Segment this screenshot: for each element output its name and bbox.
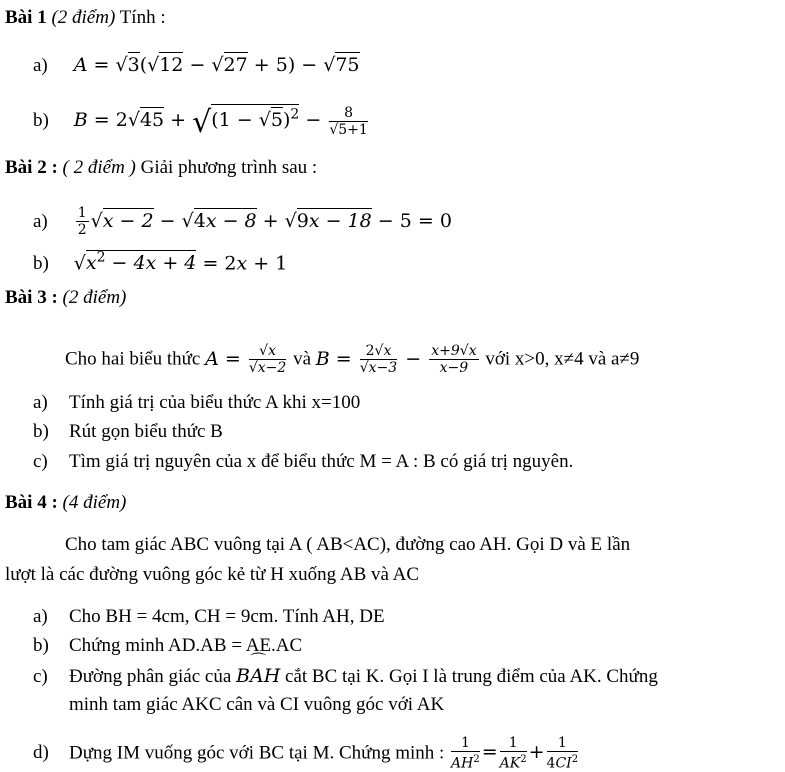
bai3-item-c-label: c) — [33, 451, 48, 472]
bai4-d-formula: $\frac{1}{AH^2}$ = $\frac{1}{AK^2}$ + $\frac{1}{4CI^2}$ — [451, 735, 579, 772]
bai2-b — [33, 247, 287, 275]
bai4-score: (4 điểm) — [57, 492, 127, 513]
bai2-a — [33, 205, 452, 238]
bai3-item-a-label: a) — [33, 392, 48, 413]
bai4-item-a-label: a) — [33, 606, 48, 627]
bai3-item-b-text: Rút gọn biểu thức B — [69, 421, 223, 442]
bai1-title: Bài 1 — [5, 7, 47, 28]
bai3-and: và — [293, 348, 311, 370]
bai3-title: Bài 3 : — [5, 287, 58, 308]
bai3-intro — [65, 343, 639, 376]
bai4-item-b-label: b) — [33, 635, 49, 656]
bai3-item-b — [33, 421, 223, 443]
bai4-item-d-text: Dựng IM vuống góc với BC tại M. Chứng minh : — [69, 742, 445, 764]
bai1-b — [33, 104, 370, 141]
bai4-intro-line2: lượt là các đường vuông góc kẻ từ H xuống AB và AC — [5, 564, 420, 585]
bai4-angle-bah: ⌒ BAH — [236, 651, 281, 687]
bai4-item-b-text: Chứng minh AD.AB = AE.AC — [69, 635, 303, 656]
bai3-item-c-text: Tìm giá trị nguyên của x để biểu thức M = A : B có giá trị nguyên. — [69, 451, 574, 472]
bai1-b-formula: $B = 2√45 + √(1 - √5)^2$ − $\frac{8}{√5+1}$ — [73, 104, 368, 141]
bai4-item-c-text2: cắt BC tại K. Gọi I là trung điểm của AK. Chứng — [285, 666, 658, 687]
bai4-item-d-label: d) — [33, 742, 49, 764]
bai3-item-a-text: Tính giá trị của biểu thức A khi x=100 — [69, 392, 361, 413]
bai2-score: ( 2 điểm ) — [57, 157, 136, 178]
bai4-item-c-text1: Đường phân giác của — [69, 666, 232, 687]
bai3-formula-b: B = $\frac{2√x}{√x-3}$ − $\frac{x+9√x}{x-9}$ — [315, 343, 477, 376]
bai3-item-b-label: b) — [33, 421, 49, 442]
bai3-item-c — [33, 451, 573, 473]
bai3-item-a — [33, 392, 360, 414]
bai2-task: Giải phương trình sau : — [135, 157, 318, 178]
bai2-title: Bài 2 : — [5, 157, 58, 178]
bai1-a — [33, 54, 360, 77]
bai3-heading — [5, 287, 126, 309]
bai2-b-formula: $√x^2 - 4x + 4 = 2x + 1$ — [73, 250, 288, 275]
bai1-b-label: b) — [33, 110, 49, 132]
bai4-item-c-cont: minh tam giác AKC cân và CI vuông góc với AK — [69, 694, 445, 715]
bai2-a-formula: $\frac{1}{2}$ √x − 2 − √4x − 8 + √9x − 18 − 5 = 0 — [77, 205, 452, 238]
bai1-heading — [5, 7, 166, 29]
bai4-item-a — [33, 606, 385, 628]
bai4-item-c — [33, 651, 658, 688]
bai3-condition: với x>0, x≠4 và a≠9 — [485, 348, 640, 370]
bai4-item-d — [33, 735, 580, 772]
bai2-a-label: a) — [33, 210, 48, 232]
bai3-formula-a: A = $\frac{√x}{√x-2}$ — [205, 343, 287, 376]
bai3-intro-text: Cho hai biểu thức — [65, 348, 201, 370]
bai4-heading — [5, 492, 126, 514]
bai4-item-a-text: Cho BH = 4cm, CH = 9cm. Tính AH, DE — [69, 606, 385, 627]
bai1-task: Tính : — [115, 7, 166, 28]
bai1-a-formula: A = √3(√12 − √27 + 5) − √75 — [73, 54, 360, 76]
bai2-heading — [5, 157, 317, 179]
bai1-a-label: a) — [33, 55, 48, 76]
bai3-score: (2 điểm) — [57, 287, 127, 308]
bai4-title: Bài 4 : — [5, 492, 58, 513]
bai1-score: (2 điểm) — [46, 7, 116, 28]
bai4-item-c-label: c) — [33, 666, 48, 687]
bai2-b-label: b) — [33, 253, 49, 275]
bai4-intro-line1: Cho tam giác ABC vuông tại A ( AB<AC), đường cao AH. Gọi D và E lần — [65, 534, 631, 555]
